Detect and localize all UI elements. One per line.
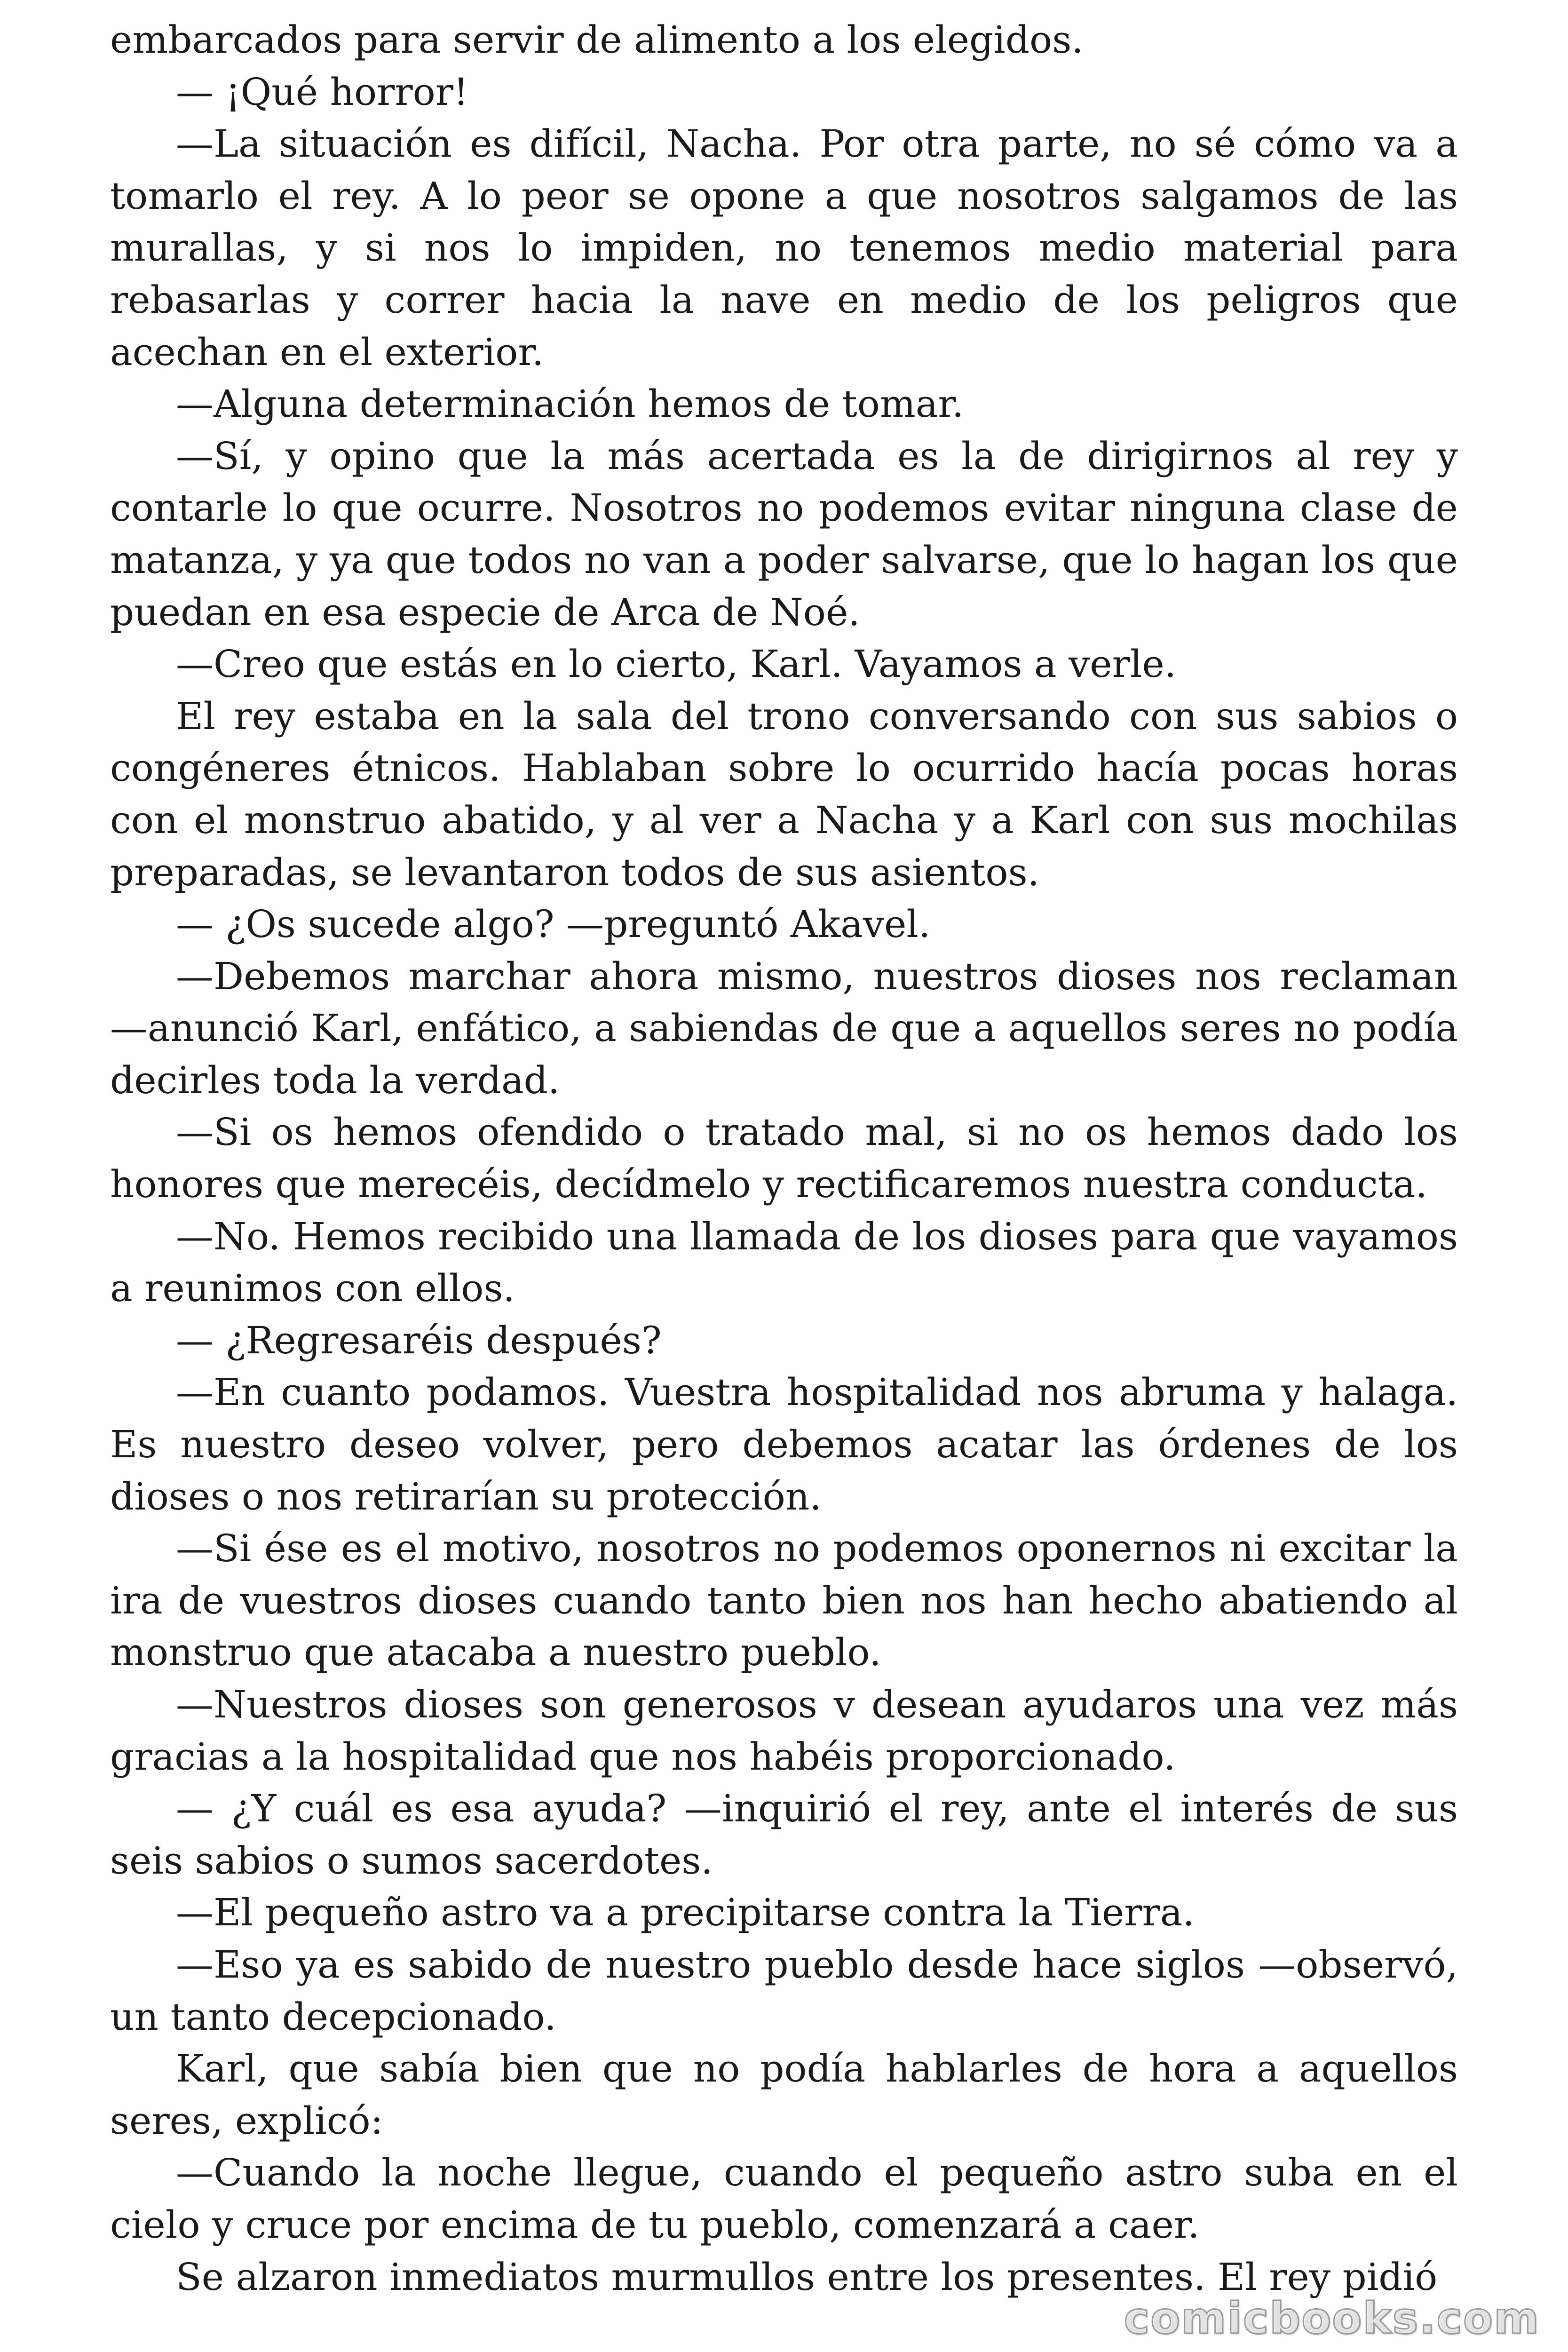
paragraph: Se alzaron inmediatos murmullos entre los presentes. El rey pidió [176,2255,1438,2299]
paragraph: Karl, que sabía bien que no podía hablarles de hora a aquellos seres, explicó: [110,2047,1458,2143]
paragraph: —El pequeño astro va a precipitarse contra la Tierra. [176,1891,1195,1935]
paragraph: —Creo que estás en lo cierto, Karl. Vayamos a verle. [176,642,1177,686]
paragraph: —La situación es difícil, Nacha. Por otra parte, no sé cómo va a tomarlo el rey. A lo peor se opone a que nosotros salgamos de las murallas, y si nos lo impiden, no tenemos medio material para rebasarlas y correr hacia la nave en medio de los peligros que acechan en el exterior. [110,122,1458,374]
paragraph: —Si ése es el motivo, nosotros no podemos oponernos ni excitar la ira de vuestros dioses cuando tanto bien nos han hecho abatiendo al monstruo que atacaba a nuestro pueblo. [110,1526,1458,1675]
paragraph: —No. Hemos recibido una llamada de los dioses para que vayamos a reunimos con ellos. [110,1214,1458,1311]
page-body [110,14,1458,2303]
paragraph: — ¿Y cuál es esa ayuda? —inquirió el rey, ante el interés de sus seis sabios o sumos sacerdotes. [110,1787,1458,1883]
paragraph: —Alguna determinación hemos de tomar. [176,382,964,426]
paragraph: embarcados para servir de alimento a los elegidos. [110,18,1084,62]
watermark: comicbooks.com [1124,2293,1540,2344]
paragraph: —Cuando la noche llegue, cuando el pequeño astro suba en el cielo y cruce por encima de tu pueblo, comenzará a caer. [110,2151,1458,2247]
paragraph: —Debemos marchar ahora mismo, nuestros dioses nos reclaman —anunció Karl, enfático, a sabiendas de que a aquellos seres no podía decirles toda la verdad. [110,954,1458,1102]
paragraph: —Nuestros dioses son generosos v desean ayudaros una vez más gracias a la hospitalidad que nos habéis proporcionado. [110,1683,1458,1779]
paragraph: — ¿Os sucede algo? —preguntó Akavel. [176,902,931,946]
paragraph: —Si os hemos ofendido o tratado mal, si no os hemos dado los honores que merecéis, decídmelo y rectificaremos nuestra conducta. [110,1110,1458,1207]
paragraph: — ¿Regresaréis después? [176,1318,662,1362]
paragraph: —En cuanto podamos. Vuestra hospitalidad nos abruma y halaga. Es nuestro deseo volver, pero debemos acatar las órdenes de los dioses o nos retirarían su protección. [110,1370,1458,1518]
paragraph: —Eso ya es sabido de nuestro pueblo desde hace siglos —observó, un tanto decepcionado. [110,1942,1458,2039]
paragraph: —Sí, y opino que la más acertada es la de dirigirnos al rey y contarle lo que ocurre. Nosotros no podemos evitar ninguna clase de matanza, y ya que todos no van a poder salvarse, que lo hagan los que puedan en esa especie de Arca de Noé. [110,434,1458,634]
paragraph: El rey estaba en la sala del trono conversando con sus sabios o congéneres étnicos. Hablaban sobre lo ocurrido hacía pocas horas con el monstruo abatido, y al ver a Nacha y a Karl con sus mochilas preparadas, se levantaron todos de sus asientos. [110,694,1458,894]
paragraph: — ¡Qué horror! [176,70,469,114]
